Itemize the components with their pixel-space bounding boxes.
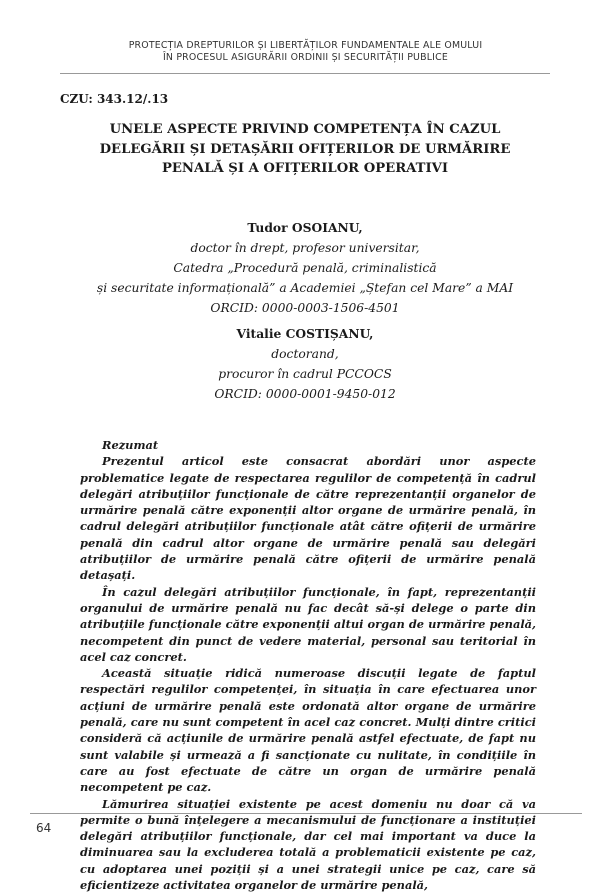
footer-divider [30,813,582,814]
udc-code: CZU: 343.12/.13 [60,92,169,106]
abstract-paragraph: Prezentul articol este consacrat abordări unor aspecte problematice legate de respectarea regulilor de competență în cadrul delegări atribuțiilor funcționale de către reprezentanții organelor de urmărire penală către exponenții altor organe de urmărire penală, în cadrul delegări atribuțiilor funcționale atât către ofițerii de urmărire penală din cadrul altor organe de urmărire penală sau delegări atribuțiilor de urmărire penală către ofițerii de urmărire penală detașați. [80,454,536,583]
author-name: Tudor OSOIANU, [247,220,363,235]
author-block-2 [60,324,550,404]
title-line-1: UNELE ASPECTE PRIVIND COMPETENȚA ÎN CAZUL [109,122,501,137]
running-header [0,40,611,64]
running-header-line-2: ÎN PROCESUL ASIGURĂRII ORDINII ȘI SECURITĂȚII PUBLICE [162,52,449,63]
running-header-line-1: PROTECȚIA DREPTURILOR ȘI LIBERTĂȚILOR FUNDAMENTALE ALE OMULUI [128,40,483,51]
author-affiliation-line: doctorand, [271,347,339,361]
abstract-paragraph: În cazul delegări atribuțiilor funcționale, în fapt, reprezentanții organului de urmărire penală nu fac decât să-și delege o parte din atribuțiile funcționale către exponenții altui organ de urmărire penală, necompetent din punct de vedere material, personal sau teritorial în acel caz concret. [80,584,536,664]
author-affiliation-line: procuror în cadrul PCCOCS [218,367,392,381]
abstract-paragraph: Această situație ridică numeroase discuții legate de faptul respectări regulilor competenței, în situația în care efectuarea unor acțiuni de urmărire penală este ordonată altor organe de urmărire penală, care nu sunt competent în acel caz concret. Mulți dintre critici consideră că acțiunile de urmărire penală astfel efectuate, de fapt nu sunt valabile și urmează a fi sancționate cu nulitate, în condițiile în care au fost efectuate de către un organ de urmărire penală necompetent pe caz. [80,666,536,795]
author-affiliation-line: și securitate informațională” a Academiei „Ștefan cel Mare” a MAI [96,281,514,295]
title-line-3: PENALĂ ȘI A OFIȚERILOR OPERATIVI [161,161,449,176]
author-affiliation-line: doctor în drept, profesor universitar, [190,241,420,255]
title-line-2: DELEGĂRII ȘI DETAȘĂRII OFIȚERILOR DE URMĂRIRE [99,141,511,157]
abstract-paragraph: Lămurirea situației existente pe acest domeniu nu doar că va permite o bună înțelegere a mecanismului de funcționare a instituției delegări atribuțiilor funcționale, dar cel mai important va duce la diminuarea sau la excluderea totală a problematicii existente pe caz, cu adoptarea unei poziții și a unei strategii unice pe caz, care să eficientizeze activitatea organelor de urmărire penală, [80,796,536,893]
page-number: 64 [36,821,52,835]
author-name: Vitalie COSTIȘANU, [236,326,374,341]
article-title [60,120,550,179]
author-orcid: ORCID: 0000-0001-9450-012 [214,387,396,401]
header-divider [60,73,550,74]
abstract-heading: Rezumat [102,438,159,452]
abstract [80,437,536,893]
author-affiliation-line: Catedra „Procedură penală, criminalistică [173,261,437,275]
author-block-1 [60,218,550,318]
author-orcid: ORCID: 0000-0003-1506-4501 [210,301,400,315]
